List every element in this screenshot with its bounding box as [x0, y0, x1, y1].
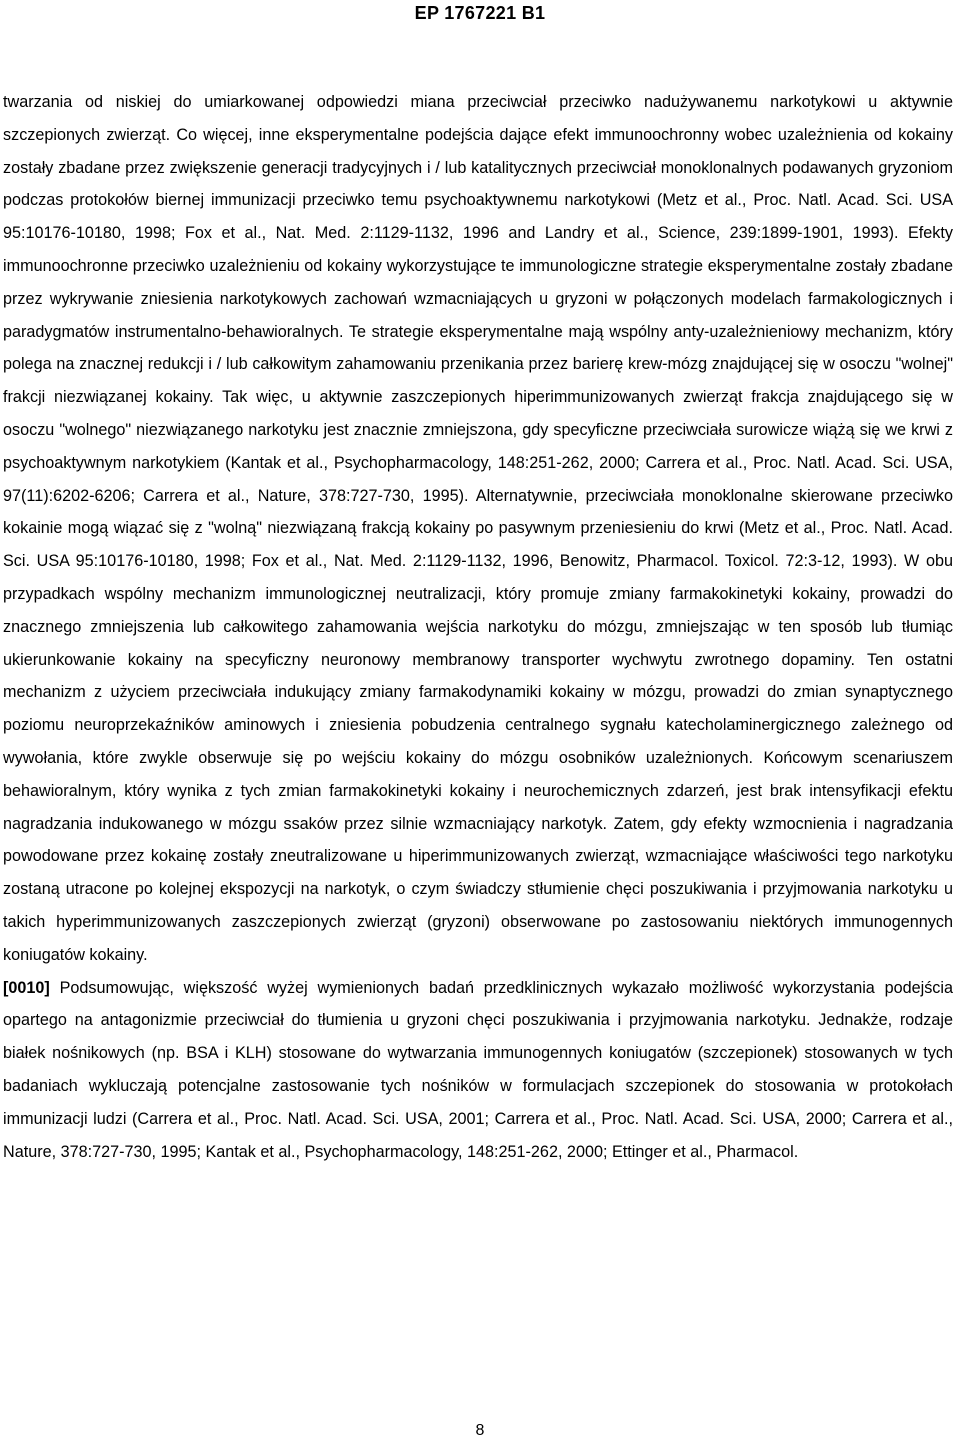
continuation-paragraph: twarzania od niskiej do umiarkowanej odpowiedzi miana przeciwciał przeciwko nadużywanemu narkotykowi u aktywnie szczepionych zwierząt. Co więcej, inne eksperymentalne podejścia dające efekt immunoochronny wobec uzależnienia od kokainy zostały zbadane przez zwiększenie generacji tradycyjnych i / lub katalitycznych przeciwciał monoklonalnych podawanych gryzoniom podczas protokołów biernej immunizacji przeciwko temu psychoaktywnemu narkotykowi (Metz et al., Proc. Natl. Acad. Sci. USA 95:10176-10180, 1998; Fox et al., Nat. Med. 2:1129-1132, 1996 and Landry et al., Science, 239:1899-1901, 1993). Efekty immunoochronne przeciwko uzależnieniu od kokainy wykorzystujące te immunologiczne strategie eksperymentalne zostały zbadane przez wykrywanie zniesienia narkotykowych zachowań wzmacniających u gryzoni w połączonych modelach farmakologicznych i paradygmatów instrumentalno-behawioralnych. Te strategie eksperymentalne mają wspólny anty-uzależnieniowy mechanizm, który polega na znacznej redukcji i / lub całkowitym zahamowaniu przenikania przez barierę krew-mózg znajdującej się w osoczu "wolnej" frakcji niezwiązanej kokainy. Tak więc, u aktywnie zaszczepionych hiperimmunizowanych zwierząt frakcja znajdującego się w osoczu "wolnego" niezwiązanego narkotyku jest znacznie zmniejszona, gdy specyficzne przeciwciała surowicze wiążą się we krwi z psychoaktywnym narkotykiem (Kantak et al., Psychopharmacology, 148:251-262, 2000; Carrera et al., Proc. Natl. Acad. Sci. USA, 97(11):6202-6206; Carrera et al., Nature, 378:727-730, 1995). Alternatywnie, przeciwciała monoklonalne skierowane przeciwko kokainie mogą wiązać się z "wolną" niezwiązaną frakcją kokainy po pasywnym przeniesieniu do krwi (Metz et al., Proc. Natl. Acad. Sci. USA 95:10176-10180, 1998; Fox et al., Nat. Med. 2:1129-1132, 1996, Benowitz, Pharmacol. Toxicol. 72:3-12, 1993). W obu przypadkach wspólny mechanizm immunologicznej neutralizacji, który promuje zmiany farmakokinetyki kokainy, prowadzi do znacznego zmniejszenia lub całkowitego zahamowania wejścia narkotyku do mózgu, zmniejszając w ten sposób lub tłumiąc ukierunkowanie kokainy na specyficzny neuronowy membranowy transporter wychwytu zwrotnego dopaminy. Ten ostatni mechanizm z użyciem przeciwciała indukujący zmiany farmakodynamiki kokainy w mózgu, prowadzi do zmian synaptycznego poziomu neuroprzekaźników aminowych i zniesienia pobudzenia centralnego sygnału katecholaminergicznego zależnego od wywołania, które zwykle obserwuje się po wejściu kokainy do mózgu osobników uzależnionych. Końcowym scenariuszem behawioralnym, który wynika z tych zmian farmakokinetyki kokainy i neurochemicznych zdarzeń, jest brak intensyfikacji efektu nagradzania indukowanego w mózgu ssaków przez silnie wzmacniający narkotyk. Zatem, gdy efekty wzmocnienia i nagradzania powodowane przez kokainę zostały zneutralizowane u hiperimmunizowanych zwierząt, wzmacniające właściwości tego narkotyku zostaną utracone po kolejnej ekspozycji na narkotyk, o czym świadczy stłumienie chęci poszukiwania i przyjmowania narkotyku u takich hyperimmunizowanych zaszczepionych zwierząt (gryzoni) obserwowane po zastosowaniu niektórych immunogennych koniugatów kokainy. — [3, 93, 953, 964]
page-number: 8 — [475, 1422, 485, 1439]
paragraph-number: [0010] — [3, 978, 50, 997]
paragraph-text: Podsumowując, większość wyżej wymienionych badań przedklinicznych wykazało możliwość wykorzystania podejścia opartego na antagonizmie przeciwciał do tłumienia u gryzoni chęci poszukiwania i przyjmowania narkotyku. Jednakże, rodzaje białek nośnikowych (np. BSA i KLH) stosowane do wytwarzania immunogennych koniugatów (szczepionek) stosowanych w tych badaniach wykluczają potencjalne zastosowanie tych nośników w formulacjach szczepionek do stosowania w protokołach immunizacji ludzi (Carrera et al., Proc. Natl. Acad. Sci. USA, 2001; Carrera et al., Proc. Natl. Acad. Sci. USA, 2000; Carrera et al., Nature, 378:727-730, 1995; Kantak et al., Psychopharmacology, 148:251-262, 2000; Ettinger et al., Pharmacol. — [3, 978, 954, 1161]
page-header: EP 1767221 B1 — [414, 3, 546, 23]
document-body — [3, 86, 953, 1168]
paragraph-0010 — [3, 972, 953, 1169]
